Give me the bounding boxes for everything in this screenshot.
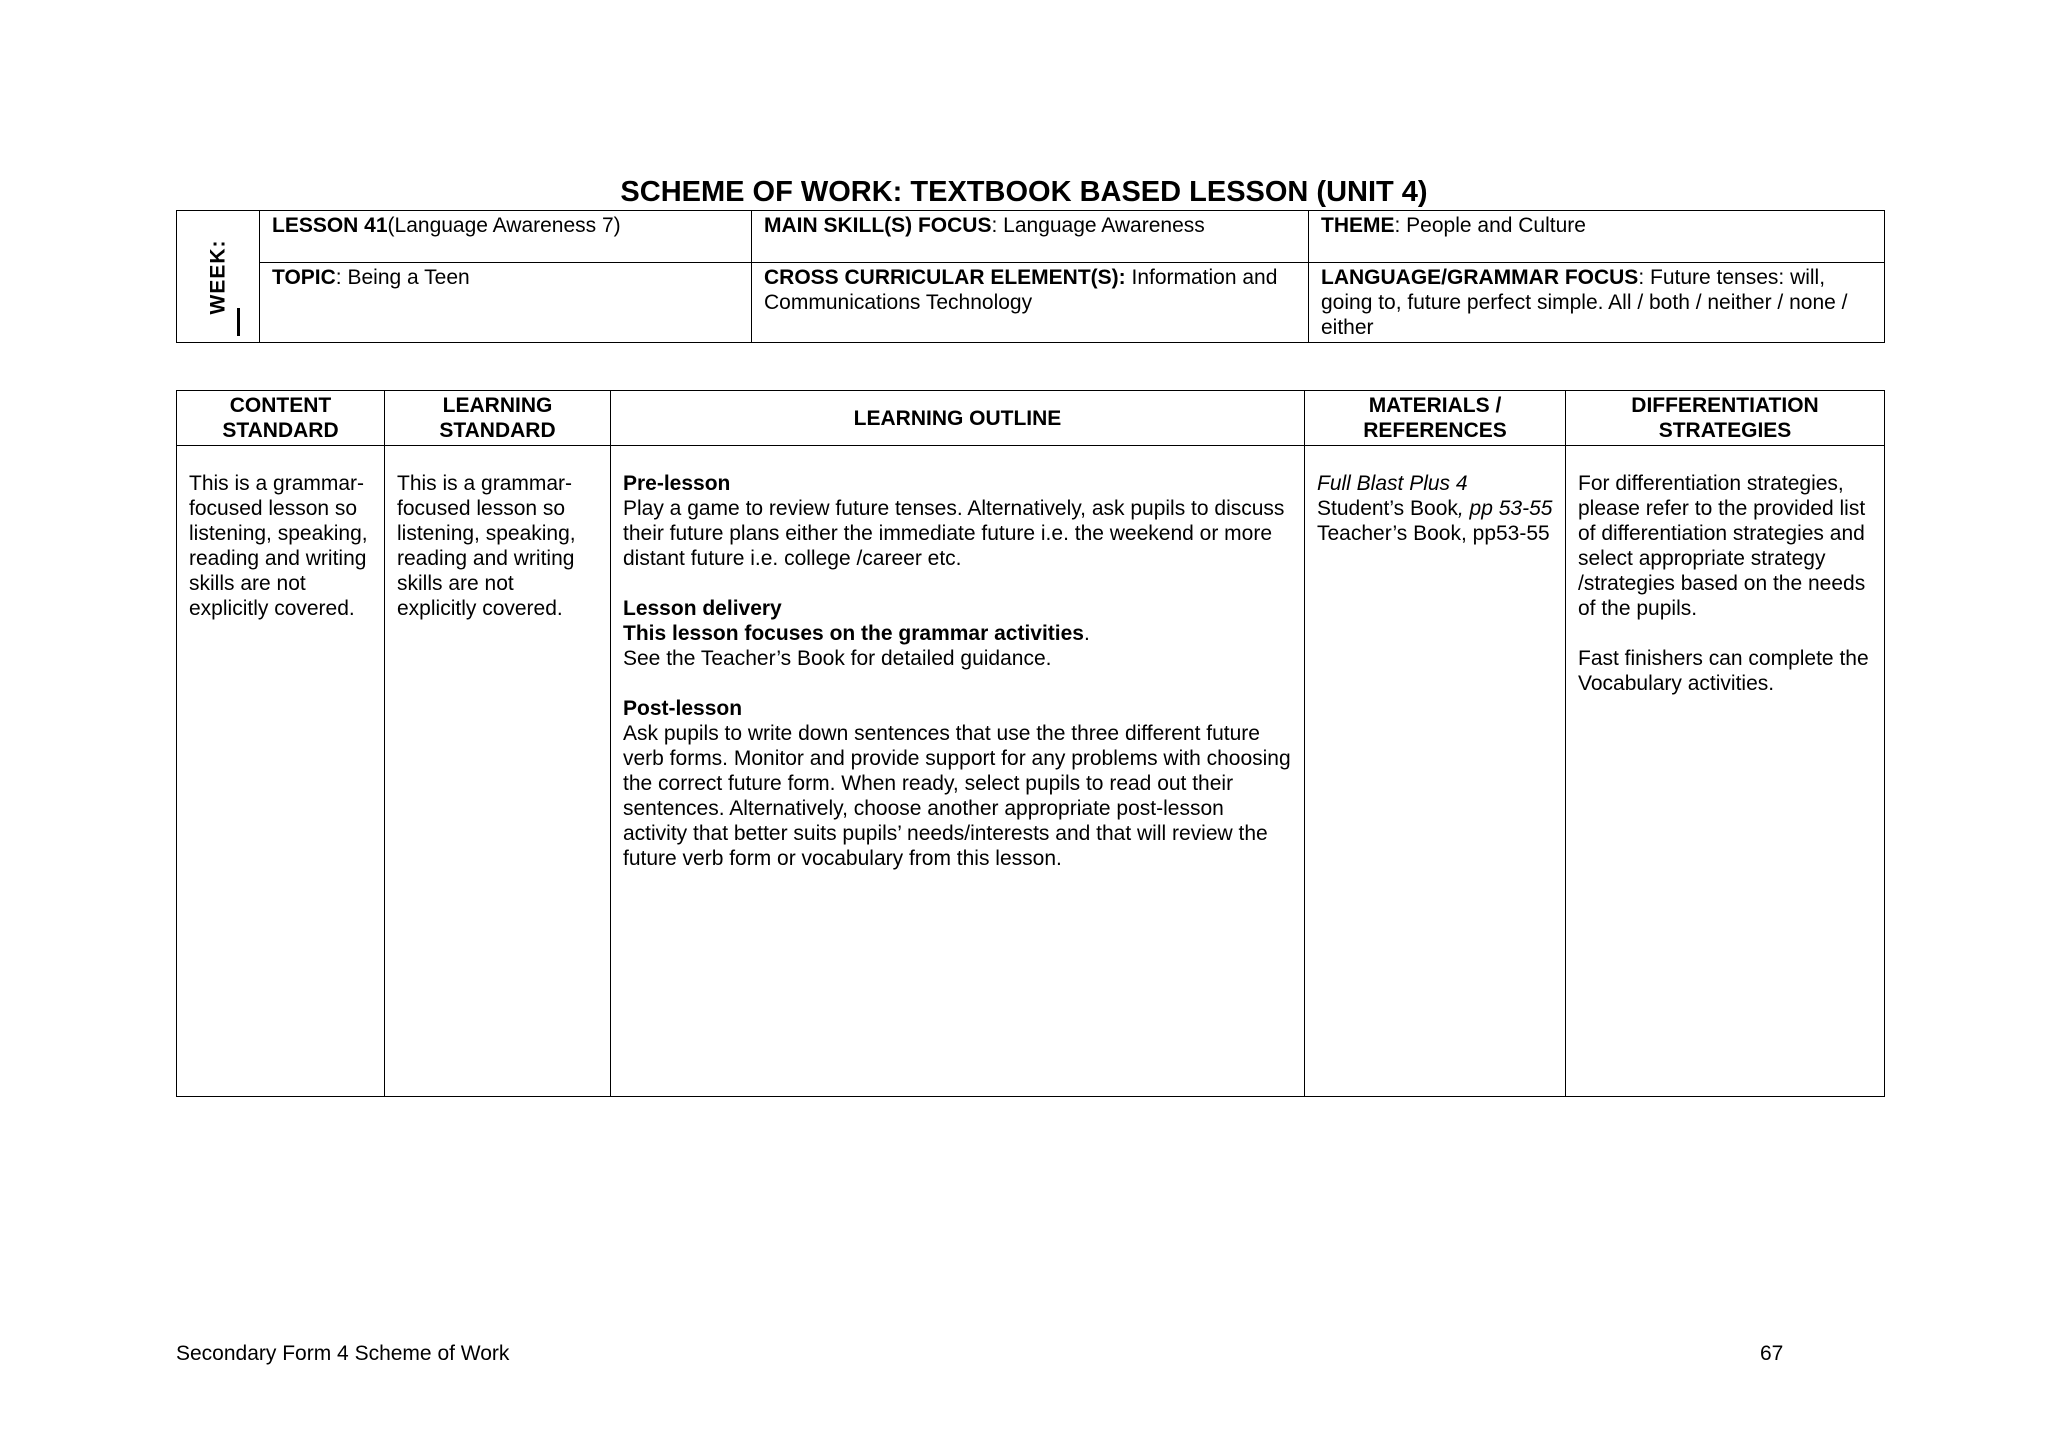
learning-standard-cell — [385, 446, 611, 1097]
footer-page-number: 67 — [1760, 1342, 1784, 1365]
grammar-focus-cell — [1309, 263, 1885, 343]
lesson-plan-table — [176, 390, 1885, 1097]
lesson-value: (Language Awareness 7) — [387, 214, 621, 237]
theme-label: THEME — [1321, 214, 1395, 237]
materials-teachers-book: Teacher’s Book, pp53-55 — [1317, 522, 1550, 545]
lesson-label: LESSON 41 — [272, 214, 388, 237]
grammar-focus-value: : Future tenses: will, going to, future perfect simple. All / both / neither / none / either — [1321, 266, 1848, 339]
theme-cell — [1309, 211, 1885, 263]
theme-value: : People and Culture — [1394, 214, 1586, 237]
week-label: WEEK: — [206, 239, 230, 314]
content-standard-cell — [177, 446, 385, 1097]
content-standard-text: This is a grammar-focused lesson so listening, speaking, reading and writing skills are not explicitly covered. — [189, 472, 368, 620]
post-lesson-text: Ask pupils to write down sentences that use the three different future verb forms. Monitor and provide support for any problems with choosing the correct future form. When ready, select pupils to read out their sentences. Alternatively, choose another appropriate post-lesson activity that better suits pupils’ needs/interests and that will review the future verb form or vocabulary from this lesson. — [623, 722, 1291, 870]
cross-curricular-value: Information and Communications Technology — [764, 266, 1278, 314]
lesson-delivery-focus: This lesson focuses on the grammar activities — [623, 622, 1084, 645]
materials-cell — [1305, 446, 1566, 1097]
topic-label: TOPIC — [272, 266, 336, 289]
lesson-delivery-dot: . — [1084, 622, 1090, 645]
main-skill-label: MAIN SKILL(S) FOCUS — [764, 214, 992, 237]
cross-curricular-cell — [752, 263, 1309, 343]
differentiation-cell — [1566, 446, 1885, 1097]
lesson-delivery-heading: Lesson delivery — [623, 597, 782, 620]
grammar-focus-label: LANGUAGE/GRAMMAR FOCUS — [1321, 266, 1639, 289]
lesson-cell — [260, 211, 752, 263]
differentiation-header: DIFFERENTIATION STRATEGIES — [1566, 391, 1885, 446]
materials-header: MATERIALS / REFERENCES — [1305, 391, 1566, 446]
materials-title: Full Blast Plus 4 — [1317, 472, 1468, 495]
cross-curricular-label: CROSS CURRICULAR ELEMENT(S): — [764, 266, 1126, 289]
learning-standard-text: This is a grammar-focused lesson so listening, speaking, reading and writing skills are not explicitly covered. — [397, 472, 576, 620]
week-value-mark — [237, 308, 240, 336]
post-lesson-heading: Post-lesson — [623, 697, 743, 720]
main-skill-cell — [752, 211, 1309, 263]
learning-outline-cell — [611, 446, 1305, 1097]
fast-finishers-text: Fast finishers can complete the Vocabulary activities. — [1578, 647, 1869, 695]
topic-cell — [260, 263, 752, 343]
week-cell — [177, 211, 260, 343]
differentiation-text: For differentiation strategies, please refer to the provided list of differentiation strategies and select appropriate strategy /strategies based on the needs of the pupils. — [1578, 472, 1866, 620]
learning-standard-header: LEARNING STANDARD — [385, 391, 611, 446]
materials-students-book-pages: , pp 53-55 — [1457, 497, 1553, 520]
pre-lesson-text: Play a game to review future tenses. Alternatively, ask pupils to discuss their future plans either the immediate future i.e. the weekend or more distant future i.e. college /career etc. — [623, 497, 1285, 570]
content-standard-header: CONTENT STANDARD — [177, 391, 385, 446]
lesson-delivery-text: See the Teacher’s Book for detailed guidance. — [623, 647, 1052, 670]
footer-document-title: Secondary Form 4 Scheme of Work — [176, 1342, 510, 1365]
page-title: SCHEME OF WORK: TEXTBOOK BASED LESSON (UNIT 4) — [620, 176, 1428, 208]
lesson-header-table — [176, 210, 1885, 343]
main-skill-value: : Language Awareness — [991, 214, 1205, 237]
pre-lesson-heading: Pre-lesson — [623, 472, 731, 495]
topic-value: : Being a Teen — [335, 266, 470, 289]
materials-students-book: Student’s Book — [1317, 497, 1458, 520]
learning-outline-header: LEARNING OUTLINE — [611, 391, 1305, 446]
